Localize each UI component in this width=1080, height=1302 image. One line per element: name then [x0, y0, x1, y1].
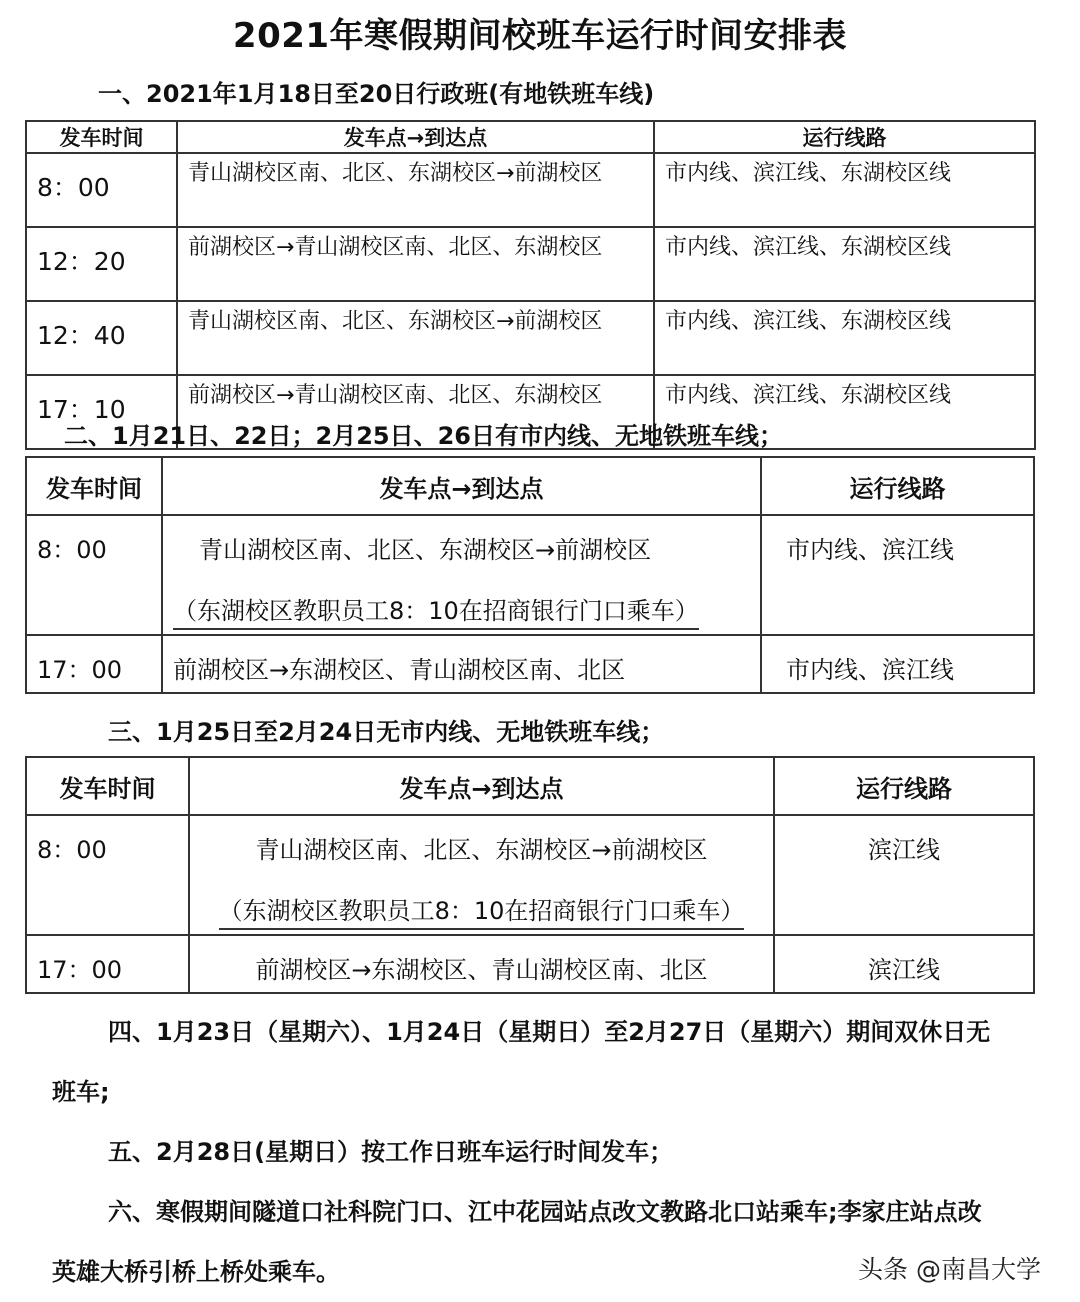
header-line: 运行线路 [774, 757, 1034, 815]
route-text: 青山湖校区南、北区、东湖校区→前湖校区 [255, 836, 708, 864]
section2-heading: 二、1月21日、22日；2月25日、26日有市内线、无地铁班车线； [64, 422, 783, 450]
time-cell: 17：00 [26, 635, 162, 693]
time-cell: 8：00 [26, 815, 189, 935]
header-time: 发车时间 [26, 457, 162, 515]
time-cell: 8：00 [26, 515, 162, 635]
line-cell: 市内线、滨江线 [761, 515, 1034, 635]
table-row [26, 635, 1034, 693]
note-4-line2: 班车; [52, 1078, 110, 1106]
line-cell: 滨江线 [774, 815, 1034, 935]
header-time: 发车时间 [26, 121, 177, 153]
table-header-row [26, 121, 1035, 153]
table-row [26, 515, 1034, 635]
table-row [26, 227, 1035, 301]
note-4-line1: 四、1月23日（星期六）、1月24日（星期日）至2月27日（星期六）期间双休日无 [108, 1018, 991, 1046]
line-cell: 滨江线 [774, 935, 1034, 993]
line-cell: 市内线、滨江线、东湖校区线 [654, 375, 1035, 449]
table-header-row [26, 757, 1034, 815]
header-line: 运行线路 [654, 121, 1035, 153]
schedule-table-2 [25, 456, 1035, 694]
time-cell: 17：10 [26, 375, 177, 449]
time-cell: 8：00 [26, 153, 177, 227]
route-cell: 青山湖校区南、北区、东湖校区→前湖校区 [177, 301, 654, 375]
route-text: 青山湖校区南、北区、东湖校区→前湖校区 [199, 536, 652, 564]
table-header-row [26, 457, 1034, 515]
header-route: 发车点→到达点 [162, 457, 761, 515]
route-cell: 前湖校区→东湖校区、青山湖校区南、北区 [162, 635, 761, 693]
route-note: （东湖校区教职员工8：10在招商银行门口乘车） [219, 891, 745, 930]
route-cell [162, 515, 761, 635]
page-title: 2021年寒假期间校班车运行时间安排表 [232, 16, 848, 56]
line-cell: 市内线、滨江线、东湖校区线 [654, 301, 1035, 375]
line-cell: 市内线、滨江线、东湖校区线 [654, 153, 1035, 227]
watermark: 头条 @南昌大学 [858, 1255, 1041, 1284]
note-6-line2: 英雄大桥引桥上桥处乘车。 [52, 1258, 340, 1286]
line-cell: 市内线、滨江线 [761, 635, 1034, 693]
route-cell: 前湖校区→东湖校区、青山湖校区南、北区 [189, 935, 774, 993]
route-cell: 青山湖校区南、北区、东湖校区→前湖校区 [177, 153, 654, 227]
table-row [26, 935, 1034, 993]
table-row [26, 153, 1035, 227]
time-cell: 17：00 [26, 935, 189, 993]
note-5: 五、2月28日(星期日）按工作日班车运行时间发车； [108, 1138, 674, 1166]
time-cell: 12：20 [26, 227, 177, 301]
table-row [26, 301, 1035, 375]
section3-heading: 三、1月25日至2月24日无市内线、无地铁班车线； [108, 718, 665, 746]
schedule-table-1 [25, 120, 1036, 450]
note-6-line1: 六、寒假期间隧道口社科院门口、江中花园站点改文教路北口站乘车;李家庄站点改 [108, 1198, 982, 1226]
section1-heading: 一、2021年1月18日至20日行政班(有地铁班车线) [98, 80, 655, 108]
header-route: 发车点→到达点 [189, 757, 774, 815]
header-line: 运行线路 [761, 457, 1034, 515]
header-time: 发车时间 [26, 757, 189, 815]
time-cell: 12：40 [26, 301, 177, 375]
table-row [26, 815, 1034, 935]
route-cell [189, 815, 774, 935]
schedule-table-3 [25, 756, 1035, 994]
line-cell: 市内线、滨江线、东湖校区线 [654, 227, 1035, 301]
route-cell: 前湖校区→青山湖校区南、北区、东湖校区 [177, 227, 654, 301]
header-route: 发车点→到达点 [177, 121, 654, 153]
route-note: （东湖校区教职员工8：10在招商银行门口乘车） [173, 591, 699, 630]
route-cell: 前湖校区→青山湖校区南、北区、东湖校区 [177, 375, 654, 449]
